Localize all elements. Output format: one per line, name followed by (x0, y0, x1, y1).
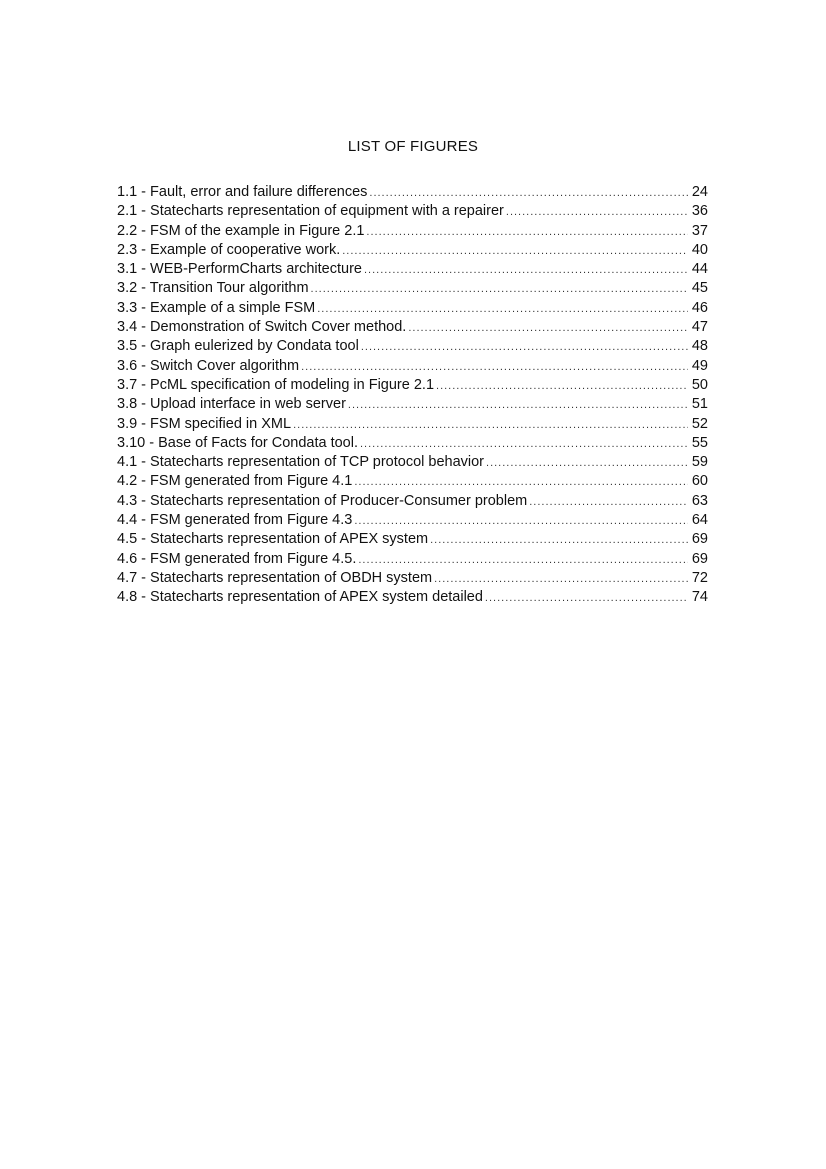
dot-leader (354, 473, 688, 492)
list-item (117, 434, 708, 453)
page-number: 63 (691, 492, 708, 509)
page-title: LIST OF FIGURES (347, 138, 479, 155)
list-item (117, 415, 708, 434)
figure-caption: 3.10 - Base of Facts for Condata tool. (117, 434, 358, 451)
dot-leader (301, 358, 688, 377)
page-number: 40 (691, 241, 708, 258)
dot-leader (485, 589, 688, 608)
page-number: 45 (691, 280, 708, 297)
page-number: 59 (691, 454, 708, 471)
dot-leader (436, 377, 688, 396)
figure-caption: 3.4 - Demonstration of Switch Cover method. (117, 319, 407, 336)
figure-caption: 2.1 - Statecharts representation of equipment with a repairer (117, 203, 504, 220)
page-number: 50 (691, 376, 708, 393)
dot-leader (364, 261, 688, 280)
figure-caption: 4.3 - Statecharts representation of Producer-Consumer problem (117, 492, 528, 509)
page-number: 55 (691, 434, 708, 451)
figure-caption: 4.6 - FSM generated from Figure 4.5. (117, 550, 357, 567)
page-number: 48 (691, 338, 708, 355)
list-item (117, 588, 708, 607)
list-item (117, 318, 708, 337)
dot-leader (529, 493, 688, 512)
figure-caption: 2.3 - Example of cooperative work. (117, 241, 341, 258)
dot-leader (317, 300, 688, 319)
dot-leader (361, 338, 688, 357)
dot-leader (434, 570, 688, 589)
list-item (117, 530, 708, 549)
page-number: 36 (691, 203, 708, 220)
figure-caption: 2.2 - FSM of the example in Figure 2.1 (117, 222, 365, 239)
dot-leader (358, 551, 688, 570)
page-number: 69 (691, 550, 708, 567)
list-item (117, 511, 708, 530)
page-number: 60 (691, 473, 708, 490)
figure-caption: 4.1 - Statecharts representation of TCP protocol behavior (117, 454, 485, 471)
figure-caption: 3.3 - Example of a simple FSM (117, 299, 316, 316)
dot-leader (293, 416, 688, 435)
list-item (117, 472, 708, 491)
figure-caption: 3.5 - Graph eulerized by Condata tool (117, 338, 359, 355)
figure-caption: 3.2 - Transition Tour algorithm (117, 280, 309, 297)
page-number: 51 (691, 396, 708, 413)
list-item (117, 550, 708, 569)
figure-caption: 3.9 - FSM specified in XML (117, 415, 292, 432)
dot-leader (342, 242, 688, 261)
dot-leader (348, 396, 688, 415)
page-number: 52 (691, 415, 708, 432)
page-number: 46 (691, 299, 708, 316)
dot-leader (506, 203, 688, 222)
figure-caption: 4.8 - Statecharts representation of APEX system detailed (117, 589, 483, 606)
list-item (117, 222, 708, 241)
list-item (117, 376, 708, 395)
page-number: 64 (691, 512, 708, 529)
page-number: 44 (691, 261, 708, 278)
list-item (117, 453, 708, 472)
list-item (117, 492, 708, 511)
list-item (117, 337, 708, 356)
dot-leader (486, 454, 688, 473)
page-number: 24 (691, 184, 708, 200)
list-item (117, 395, 708, 414)
list-item (117, 299, 708, 318)
page-number: 47 (691, 319, 708, 336)
figure-caption: 3.8 - Upload interface in web server (117, 396, 346, 413)
dot-leader (366, 223, 688, 242)
dot-leader (354, 512, 688, 531)
list-item (117, 279, 708, 298)
dot-leader (311, 280, 688, 299)
page-number: 69 (691, 531, 708, 548)
page-number: 37 (691, 222, 708, 239)
figure-list (117, 183, 708, 608)
figure-caption: 4.5 - Statecharts representation of APEX system (117, 531, 429, 548)
list-item (117, 183, 708, 202)
dot-leader (408, 319, 688, 338)
list-item (117, 202, 708, 221)
list-item (117, 569, 708, 588)
figure-caption: 3.7 - PcML specification of modeling in Figure 2.1 (117, 376, 435, 393)
dot-leader (369, 184, 688, 203)
dot-leader (360, 435, 688, 454)
page-number: 49 (691, 357, 708, 374)
list-item (117, 260, 708, 279)
list-item (117, 241, 708, 260)
figure-caption: 3.6 - Switch Cover algorithm (117, 357, 300, 374)
list-item (117, 357, 708, 376)
figure-caption: 1.1 - Fault, error and failure differences (117, 184, 368, 200)
figure-caption: 4.4 - FSM generated from Figure 4.3 (117, 512, 353, 529)
page-number: 74 (691, 589, 708, 606)
figure-caption: 4.7 - Statecharts representation of OBDH system (117, 569, 433, 586)
page-number: 72 (691, 569, 708, 586)
figure-caption: 3.1 - WEB-PerformCharts architecture (117, 261, 362, 278)
dot-leader (430, 531, 688, 550)
figure-caption: 4.2 - FSM generated from Figure 4.1 (117, 473, 353, 490)
